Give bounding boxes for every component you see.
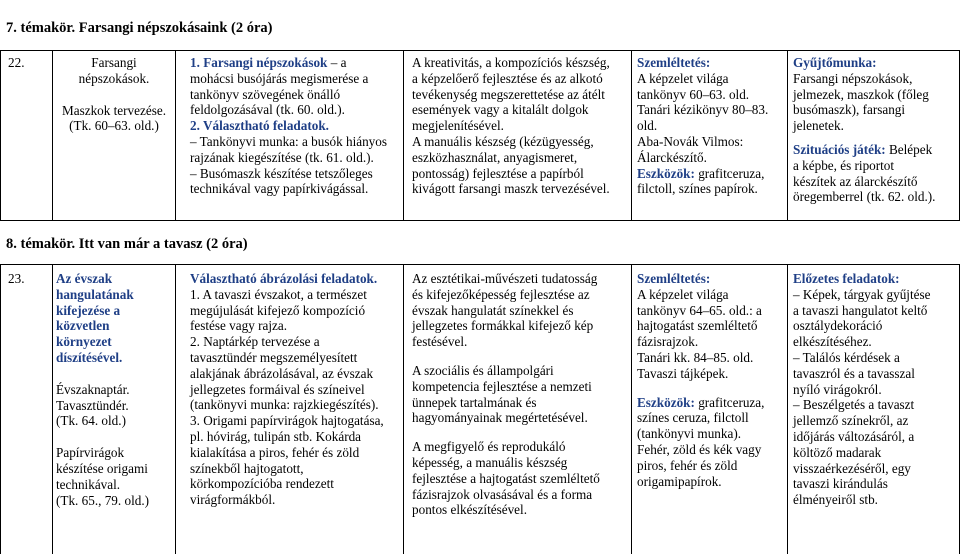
collect-line: jelmezek, maszkok (főleg <box>793 86 929 102</box>
activity-line: mohácsi busójárás megismerése a <box>190 70 369 86</box>
activities-cell <box>190 55 402 197</box>
visual-line: Álarckészítő. <box>637 149 707 165</box>
section-title-8: 8. témakör. Itt van már a tavasz (2 óra) <box>6 236 248 252</box>
activity-line: festése vagy rajza. <box>190 318 288 334</box>
prep-line: osztálydekoráció <box>793 318 883 334</box>
activity-line: technikával vagy papírkivágással. <box>190 181 369 197</box>
activity-line: 2. Naptárkép tervezése a <box>190 334 320 350</box>
goal-line: A megfigyelő és reprodukáló <box>412 439 566 455</box>
topic-title-line: környezet <box>56 334 112 350</box>
topic-sub-line: Tavasztündér. <box>56 397 129 413</box>
game-first: Belépek <box>885 141 933 157</box>
topic-title-line: díszítésével. <box>56 349 123 365</box>
visual-line: old. <box>637 118 658 134</box>
game-line <box>793 142 959 158</box>
goal-line: hagyományainak megértetésével. <box>412 410 588 426</box>
goal-line: képesség, a manuális készség <box>412 454 568 470</box>
tools-line: színes ceruza, filctoll <box>637 410 749 426</box>
goal-line: évszak hangulatát színekkel és <box>412 302 574 318</box>
goal-line: megjelenítésével. <box>412 118 504 134</box>
table1-col-border <box>0 50 1 221</box>
table2-col-border <box>0 264 1 554</box>
goals-cell <box>412 55 630 197</box>
topic-sub-line: (Tk. 60–63. old.) <box>69 118 159 134</box>
prep-line: tavaszról és a tavasszal <box>793 365 915 381</box>
visual-line: Aba-Novák Vilmos: <box>637 133 744 149</box>
table2-col-border <box>787 264 788 554</box>
visual-aids-label: Szemléltetés: <box>637 55 711 70</box>
goal-line: a képzelőerő fejlesztése és az alkotó <box>412 70 603 86</box>
tools-line: origamipapírok. <box>637 473 722 489</box>
visual-line: Tavaszi tájképek. <box>637 365 729 381</box>
table1-col-border <box>52 50 53 221</box>
activity-line: tavasztündér megszemélyesített <box>190 349 358 365</box>
goal-line: eszközhasználat, anyagismeret, <box>412 149 578 165</box>
prep-line: – Képek, tárgyak gyűjtése <box>793 286 931 302</box>
goal-line: tevékenység megszerettetése az átélt <box>412 86 605 102</box>
prep-line: elkészítéséhez. <box>793 334 872 350</box>
game-line: öregemberrel (tk. 62. old.). <box>793 189 936 205</box>
goal-line: események vagy a kitalált dolgok <box>412 102 589 118</box>
prep-line: a tavaszi hangulatot keltő <box>793 302 928 318</box>
visual-line: hajtogatást szemléltető <box>637 318 758 334</box>
topic-sub-line: Papírvirágok <box>56 445 125 461</box>
game-line: készítek az álarckészítő <box>793 173 918 189</box>
table2-col-border <box>403 264 404 554</box>
topic-sub-line: (Tk. 64. old.) <box>56 413 126 429</box>
prep-tasks-cell <box>793 271 959 508</box>
topic-title-line: Farsangi <box>91 55 137 70</box>
tools-label: Eszközök: <box>637 165 695 181</box>
goals-cell <box>412 271 630 518</box>
prep-line: – Beszélgetés a tavaszt <box>793 397 915 413</box>
activity-line: – Tankönyvi munka: a busók hiányos <box>190 133 387 149</box>
activities-cell <box>190 271 402 508</box>
prep-line: költöző madarak <box>793 444 882 460</box>
collect-cell <box>793 55 959 205</box>
topic-sub-line: technikával. <box>56 476 121 492</box>
table1-col-border <box>631 50 632 221</box>
activity-line: színekből hajtogatott, <box>190 460 304 476</box>
goal-line: és kifejezőképesség fejlesztése az <box>412 286 590 302</box>
prep-line: nyíló virágokról. <box>793 381 882 397</box>
tools-line <box>637 166 787 182</box>
prep-line: tavaszi kirándulás <box>793 476 888 492</box>
prep-line: – Találós kérdések a <box>793 349 900 365</box>
game-line: a képbe, és riportot <box>793 157 895 173</box>
activity-line: rajzának kiegészítése (tk. 61. old.). <box>190 149 374 165</box>
activity-heading-rest: – a <box>327 55 347 70</box>
topic-sub-line: Évszaknaptár. <box>56 381 130 397</box>
topic-cell <box>56 55 172 134</box>
tools-first: grafitceruza, <box>694 165 765 181</box>
goal-line: Az esztétikai-művészeti tudatosság <box>412 271 598 286</box>
visual-line: A képzelet világa <box>637 70 729 86</box>
tools-first: grafitceruza, <box>694 394 765 410</box>
collect-line: jelenetek. <box>793 118 844 134</box>
activity-line: – Busómaszk készítése tetszőleges <box>190 165 373 181</box>
goal-line: A szociális és állampolgári <box>412 362 554 378</box>
tools-line: (tankönyvi munka). <box>637 426 742 442</box>
topic-sub-line: (Tk. 65., 79. old.) <box>56 492 150 508</box>
activity-line: tankönyv szövegének önálló <box>190 86 341 102</box>
collect-line: busómaszk), farsangi <box>793 102 906 118</box>
activity-heading: Választható ábrázolási feladatok. <box>190 271 378 286</box>
goal-line: A kreativitás, a kompozíciós készség, <box>412 55 610 70</box>
activity-line: kialakítása a piros, fehér és zöld <box>190 444 360 460</box>
table2-col-border <box>175 264 176 554</box>
table1-col-border <box>787 50 788 221</box>
topic-cell <box>56 271 174 508</box>
topic-title-line: közvetlen <box>56 318 110 334</box>
goal-line: festésével. <box>412 334 468 350</box>
table2-col-border <box>631 264 632 554</box>
goal-line: pontos elkészítésével. <box>412 502 527 518</box>
prep-line: visszaérkezéséről, egy <box>793 460 911 476</box>
table2-top-border <box>0 264 960 265</box>
goal-line: kompetencia fejlesztése a nemzeti <box>412 378 592 394</box>
collect-line: Farsangi népszokások, <box>793 70 913 86</box>
activity-line: körkompozícióba rendezett <box>190 476 334 492</box>
visual-aids-label: Szemléltetés: <box>637 271 711 286</box>
goal-line: kivágott farsangi maszk tervezésével. <box>412 181 610 197</box>
row-number: 23. <box>8 271 25 286</box>
topic-sub-line: készítése origami <box>56 460 148 476</box>
goal-line: fejlesztése a hajtogatást szemléltető <box>412 470 600 486</box>
activity-line: 1. A tavaszi évszakot, a természet <box>190 286 367 302</box>
collect-label: Gyűjtőmunka: <box>793 55 877 70</box>
activity-heading: 1. Farsangi népszokások <box>190 55 328 70</box>
prep-line: időjárás változásáról, a <box>793 428 915 444</box>
visual-aids-cell <box>637 55 787 197</box>
goal-line: ünnepek tartalmának és <box>412 394 537 410</box>
prep-line: jellemző színekről, az <box>793 413 909 429</box>
tools-line <box>637 395 787 411</box>
table2-col-border <box>52 264 53 554</box>
goal-line: jellegzetes formákkal kifejező kép <box>412 318 594 334</box>
activity-line: jellegzetes formáival és színeivel <box>190 381 365 397</box>
topic-title-line: Az évszak <box>56 271 113 286</box>
visual-line: tankönyv 64–65. old.: a <box>637 302 762 318</box>
activity-line: megújulását kifejező kompozíció <box>190 302 366 318</box>
game-label: Szituációs játék: <box>793 141 886 157</box>
tools-line: Fehér, zöld és kék vagy <box>637 441 762 457</box>
visual-aids-cell <box>637 271 787 489</box>
activity-line: alakjának ábrázolásával, az évszak <box>190 365 374 381</box>
tools-line: piros, fehér és zöld <box>637 457 738 473</box>
table1-top-border <box>0 50 960 51</box>
visual-line: Tanári kézikönyv 80–83. <box>637 102 769 118</box>
table1-col-border <box>175 50 176 221</box>
visual-line: fázisrajzok. <box>637 334 699 350</box>
activity-line: pl. hóvirág, tulipán stb. Kokárda <box>190 428 362 444</box>
activity-line: feldolgozásával (tk. 60. old.). <box>190 102 345 118</box>
topic-sub-line: Maszkok tervezése. <box>62 102 166 118</box>
topic-title-line: kifejezése a <box>56 302 121 318</box>
activity-heading: 2. Választható feladatok. <box>190 118 329 134</box>
table1-bottom-border <box>0 220 960 221</box>
goal-line: fázisrajzok olvasásával és a forma <box>412 486 593 502</box>
table1-col-border <box>403 50 404 221</box>
visual-line: Tanári kk. 84–85. old. <box>637 349 754 365</box>
topic-title-line: népszokások. <box>78 70 150 86</box>
prep-line: élményeiről stb. <box>793 492 878 508</box>
tools-label: Eszközök: <box>637 394 695 410</box>
visual-line: tankönyv 60–63. old. <box>637 86 750 102</box>
activity-line: virágformákból. <box>190 492 276 508</box>
activity-line: 3. Origami papírvirágok hajtogatása, <box>190 413 384 429</box>
prep-label: Előzetes feladatok: <box>793 271 900 286</box>
activity-line: (tankönyvi munka: rajzkiegészítés). <box>190 397 379 413</box>
tools-line: filctoll, színes papírok. <box>637 181 758 197</box>
topic-title-line: hangulatának <box>56 286 134 302</box>
goal-line: A manuális készség (kézügyesség, <box>412 133 594 149</box>
activity-heading-line <box>190 55 402 71</box>
visual-line: A képzelet világa <box>637 286 729 302</box>
goal-line: pontosság) fejlesztése a papírból <box>412 165 584 181</box>
section-title-7: 7. témakör. Farsangi népszokásaink (2 óra) <box>6 20 273 36</box>
row-number: 22. <box>8 55 25 70</box>
